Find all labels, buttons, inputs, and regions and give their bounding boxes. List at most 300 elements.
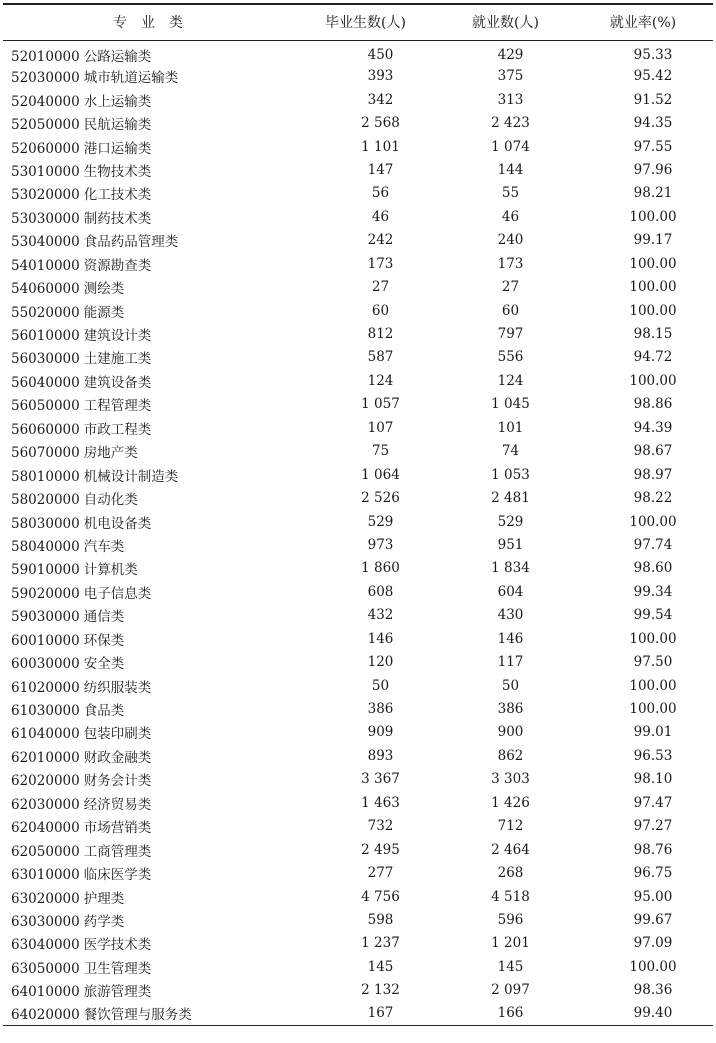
major-name: 城市轨道运输类 [83,70,179,87]
major-code: 63050000 [11,960,80,977]
major-cell [3,1002,293,1025]
major-name: 机电设备类 [83,515,152,532]
major-name: 公路运输类 [83,48,152,65]
major-cell [3,721,293,744]
table-row [3,1002,713,1025]
table-row [3,674,713,697]
rate-cell: 99.40 [633,1005,673,1022]
employed-cell: 1 426 [491,794,530,811]
employed-cell: 1 834 [491,560,530,577]
major-name: 包装印刷类 [83,726,152,743]
employed-cell: 101 [497,419,524,436]
employed-cell: 375 [497,68,524,85]
table-row [3,885,713,908]
major-code: 61040000 [11,726,80,743]
major-cell [3,369,293,392]
rate-cell: 97.55 [633,138,673,155]
major-cell [3,510,293,533]
major-cell [3,65,293,88]
major-name: 工程管理类 [83,398,152,415]
graduates-cell: 2 526 [361,490,400,507]
major-name: 旅游管理类 [83,984,152,1001]
major-cell [3,650,293,673]
table-row [3,65,713,88]
employed-cell: 596 [497,911,524,928]
employed-cell: 313 [497,91,524,108]
rate-cell: 99.01 [633,724,673,741]
table-row [3,815,713,838]
table-row [3,627,713,650]
table-row [3,486,713,509]
table-row [3,252,713,275]
major-code: 61020000 [11,679,80,696]
major-code: 60030000 [11,656,80,673]
major-cell [3,791,293,814]
major-cell [3,135,293,158]
rate-cell: 95.42 [633,68,673,85]
graduates-cell: 120 [367,654,394,671]
graduates-cell: 145 [367,958,394,975]
major-cell [3,158,293,181]
major-name: 餐饮管理与服务类 [83,1007,192,1024]
major-code: 53010000 [11,163,80,180]
graduates-cell: 587 [367,349,394,366]
major-name: 资源勘查类 [83,257,152,274]
table-row [3,580,713,603]
graduates-cell: 4 756 [361,888,400,905]
major-code: 64010000 [11,984,80,1001]
major-code: 62010000 [11,749,80,766]
rate-cell: 98.86 [633,396,673,413]
graduates-cell: 242 [367,232,394,249]
major-cell [3,815,293,838]
rate-cell: 97.27 [633,818,673,835]
graduates-cell: 173 [367,255,394,272]
major-code: 56060000 [11,421,80,438]
major-name: 食品药品管理类 [83,234,179,251]
table-row [3,791,713,814]
major-name: 安全类 [83,656,125,673]
graduates-cell: 732 [367,818,394,835]
graduates-cell: 598 [367,911,394,928]
rate-cell: 98.10 [633,771,673,788]
table-row [3,275,713,298]
employed-cell: 124 [497,372,524,389]
graduates-cell: 75 [371,443,390,460]
major-code: 62030000 [11,796,80,813]
major-cell [3,182,293,205]
employed-cell: 27 [501,279,520,296]
table-row [3,955,713,978]
table-row [3,40,713,65]
major-code: 58010000 [11,468,80,485]
major-code: 63040000 [11,937,80,954]
employed-cell: 50 [501,677,520,694]
table-row [3,861,713,884]
major-name: 市场营销类 [83,820,152,837]
major-code: 62040000 [11,820,80,837]
employed-cell: 429 [497,46,524,63]
employed-cell: 556 [497,349,524,366]
rate-cell: 98.76 [633,841,673,858]
employed-cell: 74 [501,443,520,460]
employed-cell: 430 [497,607,524,624]
graduates-cell: 2 568 [361,115,400,132]
table-row [3,393,713,416]
employed-cell: 60 [501,302,520,319]
major-cell [3,908,293,931]
major-code: 56010000 [11,328,80,345]
major-cell [3,955,293,978]
graduates-cell: 60 [371,302,390,319]
table-row [3,182,713,205]
major-name: 建筑设备类 [83,374,152,391]
rate-cell: 98.97 [633,466,673,483]
graduates-cell: 107 [367,419,394,436]
major-name: 建筑设计类 [83,328,152,345]
major-code: 56070000 [11,445,80,462]
major-code: 59010000 [11,562,80,579]
major-code: 63030000 [11,913,80,930]
employed-cell: 3 303 [491,771,530,788]
major-cell [3,205,293,228]
major-name: 经济贸易类 [83,796,152,813]
major-code: 64020000 [11,1007,80,1024]
graduates-cell: 1 237 [361,935,400,952]
major-name: 机械设计制造类 [83,468,179,485]
rate-cell: 95.00 [633,888,673,905]
rate-cell: 98.36 [633,982,673,999]
major-cell [3,557,293,580]
employed-cell: 46 [501,208,520,225]
graduates-cell: 3 367 [361,771,400,788]
rate-cell: 100.00 [629,513,677,530]
table-row [3,510,713,533]
major-cell [3,88,293,111]
major-name: 测绘类 [83,281,125,298]
graduates-cell: 124 [367,372,394,389]
major-name: 计算机类 [83,562,138,579]
table-row [3,838,713,861]
rate-cell: 98.60 [633,560,673,577]
table-row [3,557,713,580]
major-cell [3,111,293,134]
rate-cell: 99.67 [633,911,673,928]
major-code: 59030000 [11,609,80,626]
major-name: 纺织服装类 [83,679,152,696]
graduates-cell: 1 101 [361,138,400,155]
employed-cell: 146 [497,630,524,647]
major-cell [3,463,293,486]
employed-cell: 145 [497,958,524,975]
rate-cell: 98.67 [633,443,673,460]
employed-cell: 2 423 [491,115,530,132]
rate-cell: 97.09 [633,935,673,952]
employed-cell: 797 [497,326,524,343]
major-code: 53040000 [11,234,80,251]
major-code: 56040000 [11,374,80,391]
rate-cell: 98.15 [633,326,673,343]
table-row [3,697,713,720]
rate-cell: 100.00 [629,208,677,225]
major-cell [3,932,293,955]
employed-cell: 529 [497,513,524,530]
graduates-cell: 27 [371,279,390,296]
graduates-cell: 2 495 [361,841,400,858]
major-code: 52040000 [11,93,80,110]
major-name: 民航运输类 [83,117,152,134]
rate-cell: 97.47 [633,794,673,811]
major-code: 53030000 [11,210,80,227]
rate-cell: 97.96 [633,161,673,178]
table-row [3,604,713,627]
graduates-cell: 1 057 [361,396,400,413]
major-name: 制药技术类 [83,210,152,227]
major-cell [3,252,293,275]
major-name: 护理类 [83,890,125,907]
major-cell [3,440,293,463]
major-cell [3,299,293,322]
table-row [3,416,713,439]
graduates-cell: 342 [367,91,394,108]
table-row [3,650,713,673]
major-name: 财务会计类 [83,773,152,790]
employment-statistics-table [3,3,713,1026]
table-row [3,979,713,1002]
major-cell [3,40,293,65]
major-name: 汽车类 [83,538,125,555]
rate-cell: 100.00 [629,630,677,647]
major-cell [3,744,293,767]
major-cell [3,768,293,791]
table-row [3,299,713,322]
major-name: 卫生管理类 [83,960,152,977]
major-name: 港口运输类 [83,140,152,157]
major-code: 52060000 [11,140,80,157]
graduates-cell: 2 132 [361,982,400,999]
graduates-cell: 56 [371,185,390,202]
employed-cell: 173 [497,255,524,272]
major-cell [3,674,293,697]
employed-cell: 951 [497,536,524,553]
major-cell [3,275,293,298]
major-code: 58030000 [11,515,80,532]
graduates-cell: 909 [367,724,394,741]
major-cell [3,604,293,627]
rate-cell: 100.00 [629,701,677,718]
major-cell [3,861,293,884]
graduates-cell: 529 [367,513,394,530]
table-row [3,721,713,744]
major-cell [3,580,293,603]
table-row [3,88,713,111]
table-row [3,158,713,181]
rate-cell: 96.53 [633,747,673,764]
employed-cell: 117 [497,654,524,671]
employed-cell: 166 [497,1005,524,1022]
table-row [3,768,713,791]
major-cell [3,416,293,439]
major-name: 化工技术类 [83,187,152,204]
major-code: 54060000 [11,281,80,298]
table-header [3,4,713,40]
graduates-cell: 450 [367,46,394,63]
employed-cell: 712 [497,818,524,835]
graduates-cell: 277 [367,865,394,882]
graduates-cell: 147 [367,161,394,178]
major-name: 工商管理类 [83,843,152,860]
header-graduates: 毕业生数(人) [325,15,406,32]
rate-cell: 100.00 [629,302,677,319]
major-cell [3,838,293,861]
major-code: 52050000 [11,117,80,134]
major-cell [3,533,293,556]
document-page [3,3,713,1026]
employed-cell: 144 [497,161,524,178]
major-cell [3,346,293,369]
graduates-cell: 386 [367,701,394,718]
major-code: 62050000 [11,843,80,860]
major-name: 药学类 [83,913,125,930]
employed-cell: 1 053 [491,466,530,483]
table-row [3,533,713,556]
employed-cell: 862 [497,747,524,764]
major-cell [3,979,293,1002]
table-row [3,229,713,252]
major-cell [3,486,293,509]
major-cell [3,885,293,908]
employed-cell: 2 097 [491,982,530,999]
employed-cell: 1 201 [491,935,530,952]
employed-cell: 268 [497,865,524,882]
rate-cell: 100.00 [629,372,677,389]
employed-cell: 2 481 [491,490,530,507]
header-employed: 就业数(人) [472,15,539,32]
major-code: 63010000 [11,867,80,884]
major-cell [3,229,293,252]
rate-cell: 100.00 [629,279,677,296]
table-row [3,111,713,134]
employed-cell: 55 [501,185,520,202]
graduates-cell: 146 [367,630,394,647]
major-name: 生物技术类 [83,163,152,180]
table-row [3,369,713,392]
major-name: 财政金融类 [83,749,152,766]
major-code: 58040000 [11,538,80,555]
table-row [3,135,713,158]
rate-cell: 98.22 [633,490,673,507]
major-cell [3,697,293,720]
major-code: 52030000 [11,70,80,87]
major-code: 61030000 [11,703,80,720]
major-name: 医学技术类 [83,937,152,954]
major-name: 环保类 [83,632,125,649]
major-cell [3,322,293,345]
table-row [3,744,713,767]
rate-cell: 91.52 [633,91,673,108]
rate-cell: 100.00 [629,677,677,694]
major-code: 63020000 [11,890,80,907]
graduates-cell: 1 463 [361,794,400,811]
table-row [3,908,713,931]
major-name: 水上运输类 [83,93,152,110]
graduates-cell: 893 [367,747,394,764]
major-code: 56030000 [11,351,80,368]
major-name: 自动化类 [83,492,138,509]
rate-cell: 100.00 [629,958,677,975]
rate-cell: 99.34 [633,583,673,600]
major-name: 通信类 [83,609,125,626]
graduates-cell: 46 [371,208,390,225]
employed-cell: 240 [497,232,524,249]
major-name: 市政工程类 [83,421,152,438]
table-row [3,932,713,955]
table-row [3,346,713,369]
major-cell [3,627,293,650]
table-row [3,205,713,228]
graduates-cell: 812 [367,326,394,343]
rate-cell: 97.74 [633,536,673,553]
graduates-cell: 1 064 [361,466,400,483]
employed-cell: 900 [497,724,524,741]
graduates-cell: 1 860 [361,560,400,577]
major-code: 59020000 [11,585,80,602]
rate-cell: 100.00 [629,255,677,272]
major-name: 土建施工类 [83,351,152,368]
graduates-cell: 393 [367,68,394,85]
rate-cell: 99.54 [633,607,673,624]
major-code: 62020000 [11,773,80,790]
employed-cell: 1 045 [491,396,530,413]
major-code: 54010000 [11,257,80,274]
employed-cell: 4 518 [491,888,530,905]
major-code: 58020000 [11,492,80,509]
major-name: 电子信息类 [83,585,152,602]
employed-cell: 2 464 [491,841,530,858]
major-name: 能源类 [83,304,125,321]
major-cell [3,393,293,416]
major-code: 52010000 [11,48,80,65]
rate-cell: 97.50 [633,654,673,671]
major-code: 56050000 [11,398,80,415]
table-row [3,463,713,486]
header-rate: 就业率(%) [609,15,677,32]
table-row [3,322,713,345]
major-code: 55020000 [11,304,80,321]
table-body [3,40,713,1025]
employed-cell: 1 074 [491,138,530,155]
major-name: 临床医学类 [83,867,152,884]
major-code: 53020000 [11,187,80,204]
rate-cell: 94.72 [633,349,673,366]
rate-cell: 95.33 [633,46,673,63]
rate-cell: 94.39 [633,419,673,436]
major-code: 60010000 [11,632,80,649]
major-name: 房地产类 [83,445,138,462]
employed-cell: 386 [497,701,524,718]
graduates-cell: 608 [367,583,394,600]
header-row [3,4,713,40]
rate-cell: 96.75 [633,865,673,882]
rate-cell: 99.17 [633,232,673,249]
rate-cell: 94.35 [633,115,673,132]
graduates-cell: 973 [367,536,394,553]
major-name: 食品类 [83,703,125,720]
header-major: 专 业 类 [113,15,183,32]
graduates-cell: 50 [371,677,390,694]
employed-cell: 604 [497,583,524,600]
graduates-cell: 432 [367,607,394,624]
